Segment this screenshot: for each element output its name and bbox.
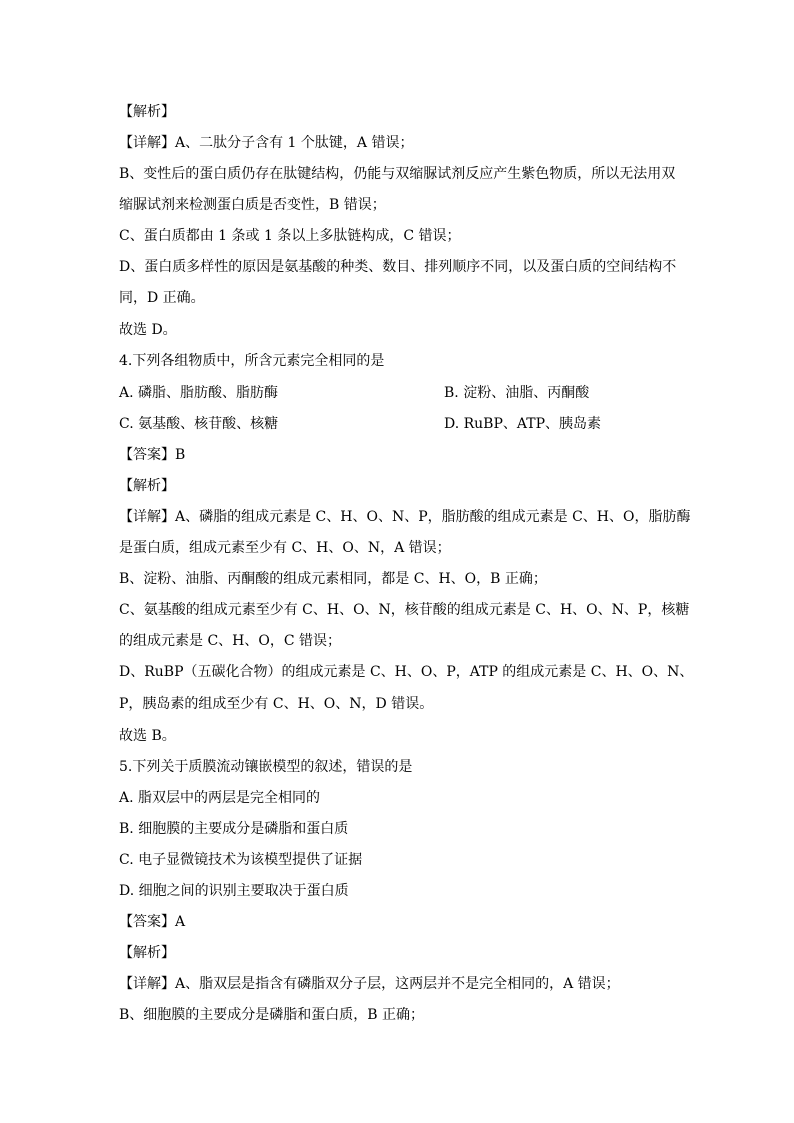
detail-line: 是蛋白质，组成元素至少有 C、H、O、N，A 错误；: [119, 540, 451, 556]
detail-line: 缩脲试剂来检测蛋白质是否变性，B 错误；: [119, 197, 386, 213]
question-5-option-c: C. 电子显微镜技术为该模型提供了证据: [119, 852, 363, 868]
question-4-option-d: D. RuBP、ATP、胰岛素: [444, 416, 601, 432]
detail-line: B、变性后的蛋白质仍存在肽键结构，仍能与双缩脲试剂反应产生紫色物质，所以无法用双: [119, 166, 676, 182]
analysis-heading: 【解析】: [119, 478, 175, 494]
analysis-heading: 【解析】: [119, 945, 175, 961]
question-4-option-b: B. 淀粉、油脂、丙酮酸: [444, 385, 590, 401]
detail-line: 【详解】A、二肽分子含有 1 个肽键，A 错误；: [119, 135, 414, 151]
detail-line: 【详解】A、磷脂的组成元素是 C、H、O、N、P，脂肪酸的组成元素是 C、H、O，脂肪酶: [119, 509, 691, 525]
detail-line: 同，D 正确。: [119, 290, 205, 306]
question-5: 5.下列关于质膜流动镶嵌模型的叙述，错误的是: [119, 759, 413, 775]
choice-line: 故选 D。: [119, 322, 177, 338]
detail-line: 的组成元素是 C、H、O，C 错误；: [119, 633, 342, 649]
detail-line: 【详解】A、脂双层是指含有磷脂双分子层，这两层并不是完全相同的，A 错误；: [119, 976, 620, 992]
detail-line: C、蛋白质都由 1 条或 1 条以上多肽链构成，C 错误；: [119, 228, 461, 244]
choice-line: 故选 B。: [119, 728, 176, 744]
question-5-option-b: B. 细胞膜的主要成分是磷脂和蛋白质: [119, 821, 349, 837]
detail-line: B、细胞膜的主要成分是磷脂和蛋白质，B 正确；: [119, 1007, 425, 1023]
question-5-option-a: A. 脂双层中的两层是完全相同的: [119, 790, 321, 806]
detail-line: D、蛋白质多样性的原因是氨基酸的种类、数目、排列顺序不同，以及蛋白质的空间结构不: [119, 259, 677, 275]
detail-line: D、RuBP（五碳化合物）的组成元素是 C、H、O、P，ATP 的组成元素是 C、H、O、N、: [119, 664, 694, 680]
question-5-option-d: D. 细胞之间的识别主要取决于蛋白质: [119, 883, 349, 899]
question-4-option-c: C. 氨基酸、核苷酸、核糖: [119, 416, 279, 432]
answer-line: 【答案】B: [119, 447, 186, 463]
detail-line: C、氨基酸的组成元素至少有 C、H、O、N，核苷酸的组成元素是 C、H、O、N、P，核糖: [119, 602, 690, 618]
question-4: 4.下列各组物质中，所含元素完全相同的是: [119, 353, 385, 369]
answer-line: 【答案】A: [119, 914, 186, 930]
analysis-heading: 【解析】: [119, 104, 175, 120]
question-4-option-a: A. 磷脂、脂肪酸、脂肪酶: [119, 385, 279, 401]
detail-line: P，胰岛素的组成至少有 C、H、O、N，D 错误。: [119, 696, 434, 712]
detail-line: B、淀粉、油脂、丙酮酸的组成元素相同，都是 C、H、O，B 正确；: [119, 571, 547, 587]
